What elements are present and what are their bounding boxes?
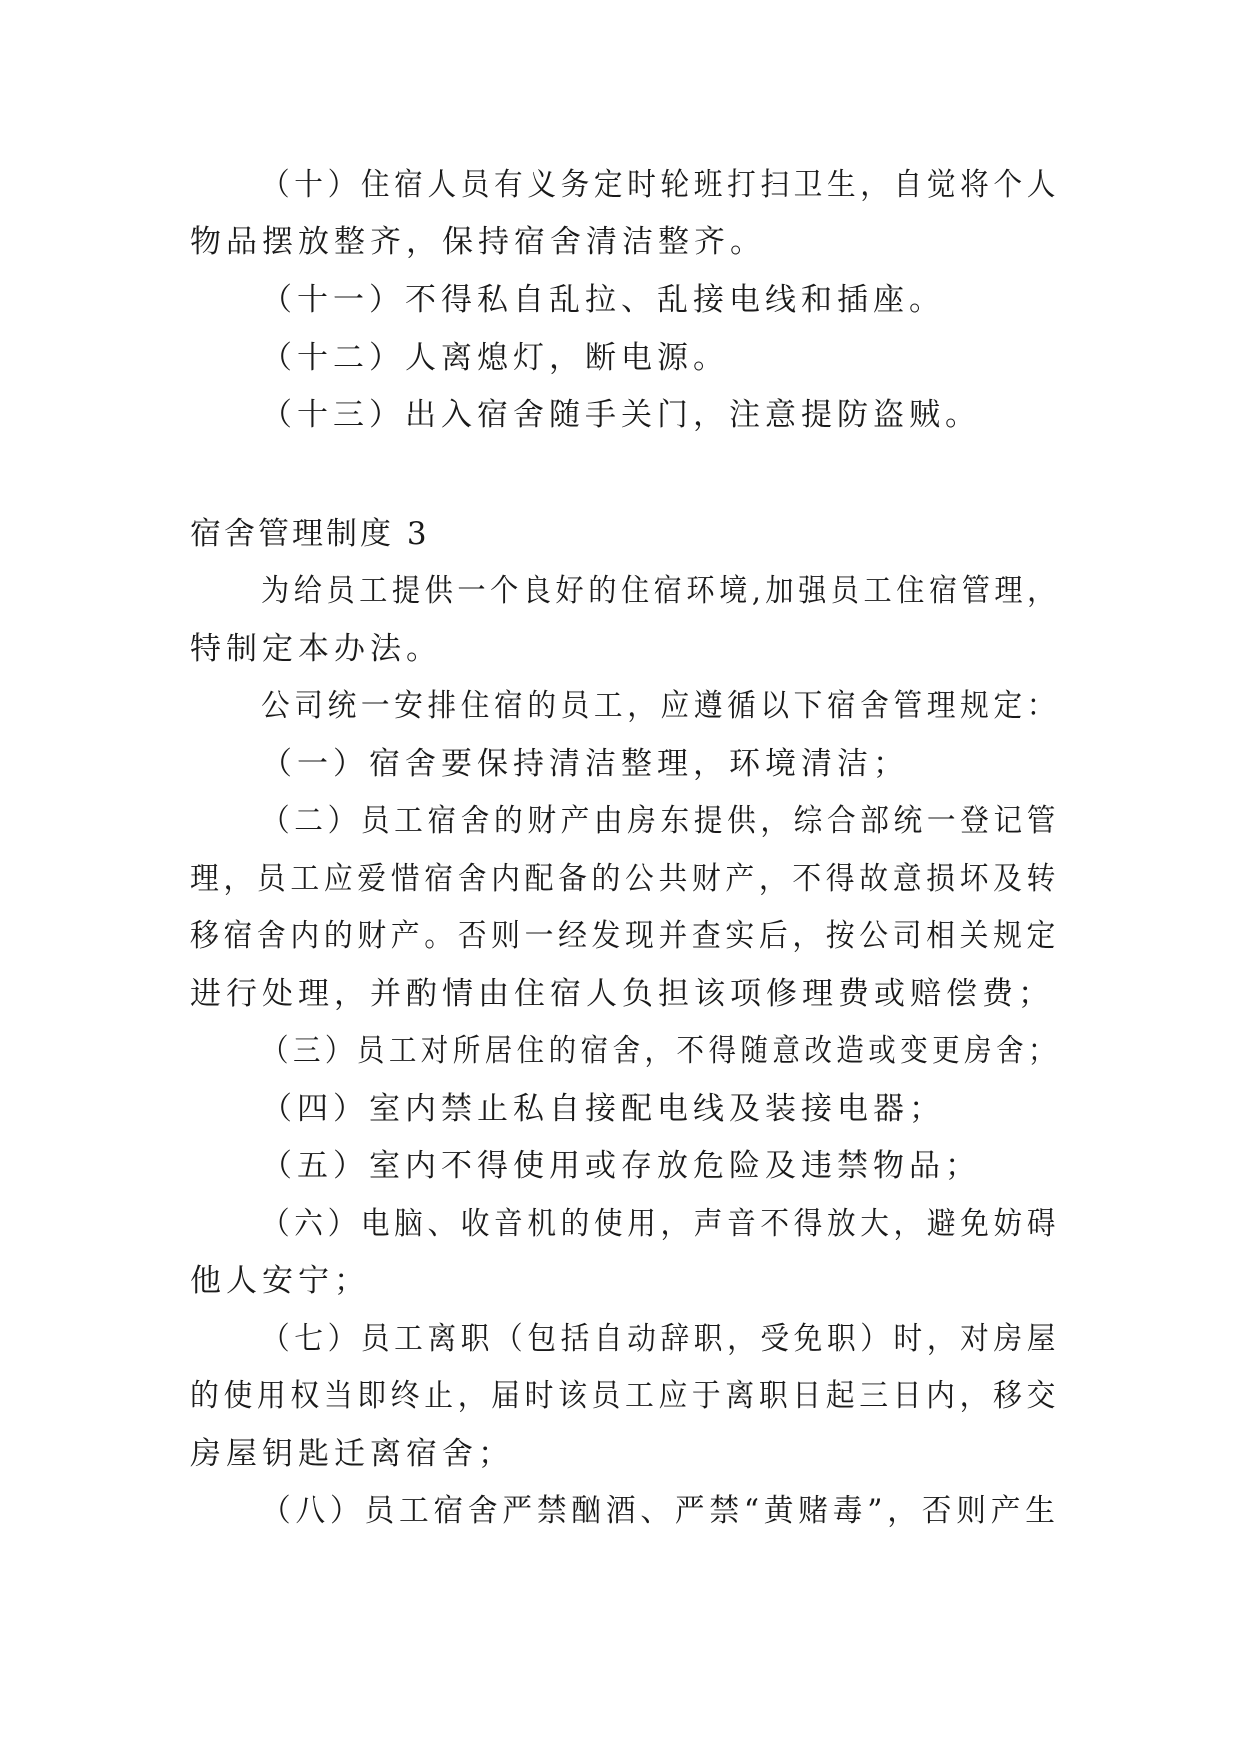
paragraph-line: （十二）人离熄灯，断电源。 (261, 340, 729, 376)
paragraph-line: 他人安宁； (190, 1263, 370, 1299)
paragraph-line: （七）员工离职（包括自动辞职，受免职）时，对房屋 (261, 1321, 1061, 1357)
paragraph-line: （十一）不得私自乱拉、乱接电线和插座。 (261, 282, 945, 318)
paragraph-line: （四）室内禁止私自接配电线及装接电器； (261, 1091, 945, 1127)
paragraph-line: 为给员工提供一个良好的住宿环境,加强员工住宿管理， (261, 573, 1060, 609)
paragraph-line: （八）员工宿舍严禁酗酒、严禁“黄赌毒”，否则产生 (261, 1493, 1060, 1529)
paragraph-line: （一）宿舍要保持清洁整理，环境清洁； (261, 746, 909, 782)
paragraph-line: （十三）出入宿舍随手关门，注意提防盗贼。 (261, 397, 981, 433)
paragraph-line: 物品摆放整齐，保持宿舍清洁整齐。 (190, 224, 766, 260)
section-heading: 宿舍管理制度 3 (190, 516, 430, 552)
paragraph-line: 公司统一安排住宿的员工，应遵循以下宿舍管理规定： (261, 688, 1061, 724)
paragraph-line: 的使用权当即终止，届时该员工应于离职日起三日内，移交 (190, 1378, 1061, 1414)
paragraph-line: （六）电脑、收音机的使用，声音不得放大，避免妨碍 (261, 1206, 1061, 1242)
paragraph-line: （十）住宿人员有义务定时轮班打扫卫生，自觉将个人 (261, 167, 1061, 203)
paragraph-line: （二）员工宿舍的财产由房东提供，综合部统一登记管 (261, 803, 1061, 839)
paragraph-line: （三）员工对所居住的宿舍，不得随意改造或变更房舍； (261, 1033, 1061, 1069)
paragraph-line: 移宿舍内的财产。否则一经发现并查实后，按公司相关规定 (190, 918, 1061, 954)
paragraph-line: 理，员工应爱惜宿舍内配备的公共财产，不得故意损坏及转 (190, 861, 1061, 897)
paragraph-line: （五）室内不得使用或存放危险及违禁物品； (261, 1148, 981, 1184)
paragraph-line: 特制定本办法。 (190, 631, 442, 667)
paragraph-line: 进行处理，并酌情由住宿人负担该项修理费或赔偿费； (190, 976, 1054, 1012)
paragraph-line: 房屋钥匙迁离宿舍； (190, 1436, 514, 1472)
